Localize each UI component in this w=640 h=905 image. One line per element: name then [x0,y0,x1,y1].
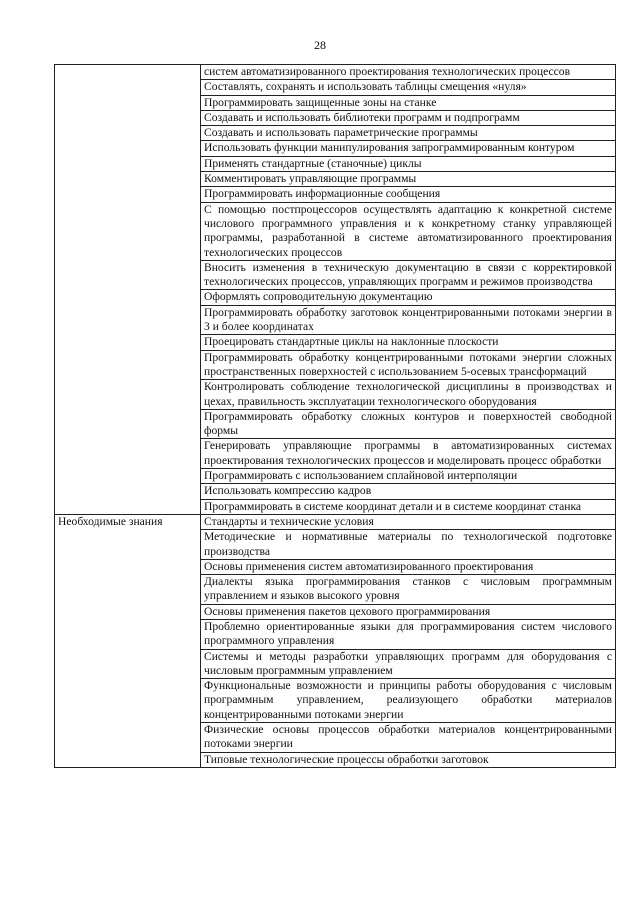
table-cell: Оформлять сопроводительную документацию [201,290,616,305]
table-row [55,514,616,529]
table-cell: Основы применения систем автоматизированного проектирования [201,559,616,574]
table-cell: Программировать информационные сообщения [201,187,616,202]
table-cell: систем автоматизированного проектирования технологических процессов [201,65,616,80]
table-cell: Стандарты и технические условия [201,514,616,529]
table-cell: Проблемно ориентированные языки для программирования систем числового программного управления [201,619,616,649]
table-cell: Контролировать соблюдение технологической дисциплины в производствах и цехах, правильность эксплуатации технологического оборудования [201,380,616,410]
table-cell: Применять стандартные (станочные) циклы [201,156,616,171]
page-number: 28 [314,38,326,52]
table-cell: Программировать обработку заготовок концентрированными потоками энергии в 3 и более координатах [201,305,616,335]
table-cell: Типовые технологические процессы обработки заготовок [201,752,616,767]
competency-table [54,64,616,768]
table-cell: Основы применения пакетов цехового программирования [201,604,616,619]
table-cell: Программировать в системе координат детали и в системе координат станка [201,499,616,514]
table-cell: Комментировать управляющие программы [201,172,616,187]
table-cell: Проецировать стандартные циклы на наклонные плоскости [201,335,616,350]
table-cell: Вносить изменения в техническую документацию в связи с корректировкой технологических процессов, управляющих программ и режимов производства [201,260,616,290]
table-cell: Программировать защищенные зоны на станке [201,95,616,110]
table-cell: Физические основы процессов обработки материалов концентрированными потоками энергии [201,723,616,753]
table-cell: Программировать обработку сложных контуров и поверхностей свободной формы [201,409,616,439]
label-cell-skills [55,65,201,515]
table-cell: Программировать обработку концентрированными потоками энергии сложных пространственных поверхностей с использованием 5-осевых трансформаций [201,350,616,380]
table-cell: С помощью постпроцессоров осуществлять адаптацию к конкретной системе числового программного управления и к конкретному станку управляющей программы, разработанной в системе автоматизированного проектирования технологических процессов [201,202,616,260]
table-cell: Функциональные возможности и принципы работы оборудования с числовым программным управлением, реализующего обработки материалов концентрированными потоками энергии [201,679,616,723]
table-cell: Системы и методы разработки управляющих программ для оборудования с числовым программным управлением [201,649,616,679]
table-cell: Использовать функции манипулирования запрограммированным контуром [201,141,616,156]
label-cell-knowledge [55,514,201,767]
table-cell: Генерировать управляющие программы в автоматизированных системах проектирования технологических процессов и моделировать процесс обработки [201,439,616,469]
table-cell: Составлять, сохранять и использовать таблицы смещения «нуля» [201,80,616,95]
table-cell: Диалекты языка программирования станков с числовым программным управлением и языков высокого уровня [201,575,616,605]
table-cell: Программировать с использованием сплайновой интерполяции [201,469,616,484]
table-row [55,65,616,80]
table-cell: Методические и нормативные материалы по технологической подготовке производства [201,530,616,560]
section-label: Необходимые знания [58,514,163,528]
table-cell: Создавать и использовать библиотеки программ и подпрограмм [201,110,616,125]
table-cell: Создавать и использовать параметрические программы [201,126,616,141]
table-cell: Использовать компрессию кадров [201,484,616,499]
